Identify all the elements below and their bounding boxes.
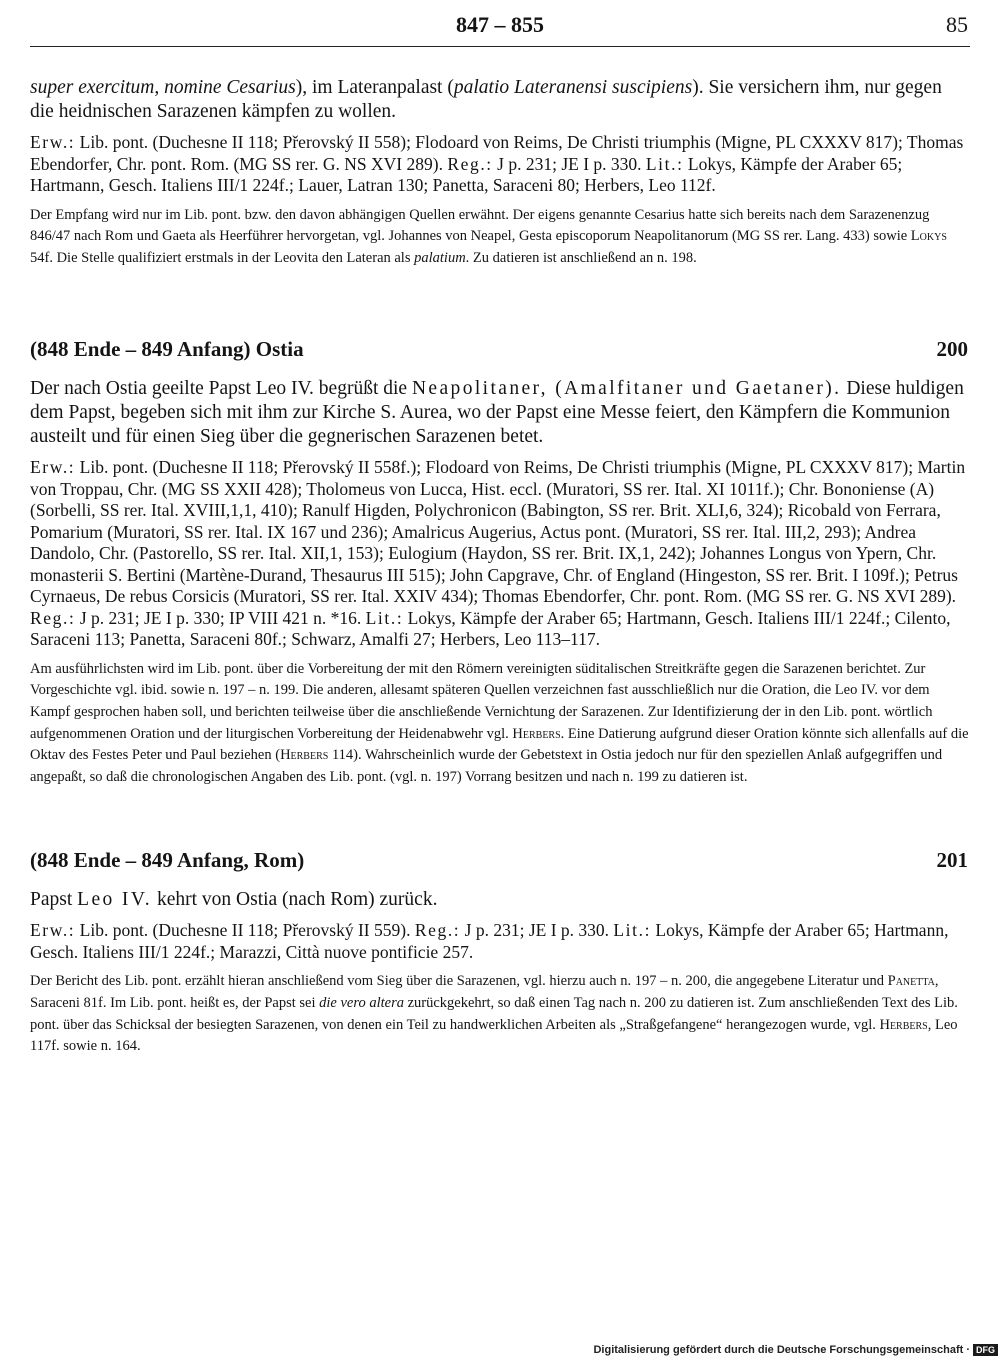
note-text: Am ausführlichsten wird im Lib. pont. über die Vorbereitung der mit den Römern vereinigten süditalischen Streitkräfte gegen die Sarazenen berichtet. Zur Vorgeschichte vgl. ibid. sowie n. 197 – n. 199. Die anderen, allesamt späteren Quellen verzeichnen fast ausschließlich nur die Oration, die Leo IV. vor dem Kampf gesprochen haben soll, und berichten teilweise über die anschließende Vernichtung der Sarazenen. Zur Identifizierung der in den Lib. pont. wörtlich aufgenommenen Oration und der liturgischen Vorbereitung der Heidenabwehr vgl. (30, 660, 933, 742)
entry200-lead-text-2: Diese huldigen dem Papst, begeben sich mit ihm zur Kirche S. Aurea, wo der Papst eine Messe feiert, den Kämpfern die Kommunion austeilt und für einen Sieg über die gegnerischen Sarazenen betet. (30, 378, 964, 448)
note-text: , Leo 117f. sowie n. 164. (30, 1016, 958, 1055)
note-author: Herbers (512, 725, 561, 742)
note-text: Der Empfang wird nur im Lib. pont. bzw. den davon abhängigen Quellen erwähnt. Der eigens genannte Cesarius hatte sich bereits nach dem Sarazenenzug 846/47 nach Rom und Gaeta als Heerführer hervorgetan, vgl. Johannes von Neapel, Gesta episcoporum Neapolitanorum (MG SS rer. Lang. 433) sowie (30, 206, 930, 245)
entry201-number: 201 (936, 848, 968, 873)
note-text: . Zu datieren ist anschließend an n. 198. (465, 249, 697, 266)
erw-label: Erw.: (30, 920, 76, 941)
erw-text: Lib. pont. (Duchesne II 118; Přerovský II 558f.); Flodoard von Reims, De Christi triumphis (Migne, PL CXXXV 817); Martin von Troppau, Chr. (MG SS XXII 428); Tholomeus von Lucca, Hist. eccl. (Muratori, SS rer. Ital. XI 1011f.); Chr. Bononiense (A) (Sorbelli, SS rer. Ital. XVIII,1,1, 410); Ranulf Higden, Polychronicon (Babington, SS rer. Brit. XLI,6, 324); Ricobald von Ferrara, Pomarium (Muratori, SS rer. Ital. IX 167 und 236); Amalricus Augerius, Actus pont. (Muratori, SS rer. Ital. III,2, 293); Andrea Dandolo, Chr. (Pastorello, SS rer. Ital. XII,1, 153); Eulogium (Haydon, SS rer. Brit. IX,1, 242); Johannes Longus von Ypern, Chr. monasterii S. Bertini (Martène-Durand, Thesaurus III 515); John Capgrave, Chr. of England (Hingeston, SS rer. Brit. I 109f.); Petrus Cyrnaeus, De rebus Corsicis (Muratori, SS rer. Ital. XXIV 434); Thomas Ebendorfer, Chr. pont. Rom. (MG SS rer. G. NS XVI 289). (30, 457, 966, 607)
note-author: Lokys (910, 228, 947, 245)
entry201-lead-text-1: Papst (30, 889, 78, 911)
entry199-lead-text-2: ). Sie versichern ihm, nur gegen die heidnischen Sarazenen kämpfen zu wollen. (30, 77, 942, 122)
footer-text: Digitalisierung gefördert durch die Deutsche Forschungsgemeinschaft · (593, 1344, 970, 1356)
entry200-lead-spaced: Neapolitaner, (Amalfitaner und Gaetaner). (411, 378, 842, 400)
note-author: Panetta (887, 973, 935, 990)
note-text: 54f. Die Stelle qualifiziert erstmals in der Leovita den Lateran als (30, 249, 415, 266)
lit-text: Lokys, Kämpfe der Araber 65; Hartmann, Gesch. Italiens III/1 224f.; Marazzi, Città nuove pontificie 257. (30, 920, 949, 962)
reg-label: Reg.: (447, 153, 493, 174)
note-author: Herbers (879, 1016, 928, 1033)
dfg-logo: DFG (973, 1344, 998, 1356)
entry201-heading (30, 848, 970, 878)
entry201-lead-spaced: Leo IV. (77, 889, 153, 911)
entry199-lead-italic-2: palatio Lateranensi suscipiens (453, 77, 693, 98)
running-header (30, 0, 970, 48)
erw-label: Erw.: (30, 457, 76, 478)
page (30, 0, 970, 1058)
entry200-title: (848 Ende – 849 Anfang) Ostia (30, 337, 304, 362)
note-text: 114). Wahrscheinlich wurde der Gebetstext in Ostia jedoch nur für den speziellen Anlaß aufgegriffen und angepaßt, so daß die chronologischen Angaben des Lib. pont. (vgl. n. 197) Vorrang besitzen und nach n. 199 zu datieren ist. (30, 747, 943, 785)
entry201-references (30, 920, 970, 963)
digitization-footer (593, 1344, 998, 1356)
erw-text: Lib. pont. (Duchesne II 118; Přerovský II 559). (75, 920, 415, 941)
entry200-heading (30, 337, 970, 367)
lit-text: Lokys, Kämpfe der Araber 65; Hartmann, Gesch. Italiens III/1 224f.; Cilento, Saraceni 113; Panetta, Saraceni 80f.; Schwarz, Amalfi 27; Herbers, Leo 113–117. (30, 607, 951, 650)
reg-label: Reg.: (414, 920, 461, 941)
reg-label: Reg.: (30, 607, 76, 628)
erw-text: Lib. pont. (Duchesne II 118; Přerovský II 558); Flodoard von Reims, De Christi triumphis (Migne, PL CXXXV 817); Thomas Ebendorfer, Chr. pont. Rom. (MG SS rer. G. NS XVI 289). (30, 132, 964, 174)
note-text: . Eine Datierung aufgrund dieser Oration könnte sich allenfalls auf die Oktav des Festes Peter und Paul beziehen ( (30, 725, 969, 764)
lit-label: Lit.: (613, 920, 652, 941)
header-rule (30, 46, 970, 47)
note-text: Der Bericht des Lib. pont. erzählt hieran anschließend vom Sieg über die Sarazenen, vgl. hierzu auch n. 197 – n. 200, die angegebene Literatur und (30, 973, 888, 990)
reg-text: J p. 231; JE I p. 330; IP VIII 421 n. *16. (75, 607, 366, 628)
note-author: Herbers (280, 747, 329, 764)
entry200-lead (30, 377, 970, 449)
lit-label: Lit.: (645, 153, 684, 174)
entry200-references (30, 457, 970, 651)
erw-label: Erw.: (30, 132, 76, 152)
entry200-number: 200 (936, 337, 968, 362)
page-number: 85 (946, 12, 968, 37)
entry201-lead-text-2: kehrt von Ostia (nach Rom) zurück. (152, 889, 438, 911)
header-range: 847 – 855 (456, 12, 544, 37)
entry199-lead-italic-1: super exercitum, nomine Cesarius (30, 77, 296, 98)
reg-text: J p. 231; JE I p. 330. (460, 920, 614, 941)
entry199-lead (30, 76, 970, 124)
entry200-commentary (30, 659, 970, 789)
note-italic: palatium (414, 249, 466, 266)
entry199-references (30, 132, 970, 197)
entry201-lead (30, 888, 970, 912)
lit-text: Lokys, Kämpfe der Araber 65; Hartmann, Gesch. Italiens III/1 224f.; Lauer, Latran 130; Panetta, Saraceni 80; Herbers, Leo 112f. (30, 153, 903, 195)
entry200-lead-text-1: Der nach Ostia geeilte Papst Leo IV. begrüßt die (30, 378, 412, 400)
entry199-commentary (30, 205, 970, 270)
entry199-lead-text-1: ), im Lateranpalast ( (295, 77, 454, 98)
note-italic: die vero altera (319, 994, 404, 1011)
entry201-commentary (30, 971, 970, 1057)
reg-text: J p. 231; JE I p. 330. (492, 153, 646, 174)
note-text: zurückgekehrt, so daß einen Tag nach n. 200 zu datieren ist. Zum anschließenden Text des Lib. pont. über das Schicksal der besiegten Sarazenen, von denen ein Teil zu handwerklichen Arbeiten als „Straßgefangene“ herangezogen wurde, vgl. (30, 994, 958, 1033)
lit-label: Lit.: (365, 607, 404, 628)
entry201-title: (848 Ende – 849 Anfang, Rom) (30, 848, 305, 873)
note-text: , Saraceni 81f. Im Lib. pont. heißt es, der Papst sei (30, 973, 939, 1011)
